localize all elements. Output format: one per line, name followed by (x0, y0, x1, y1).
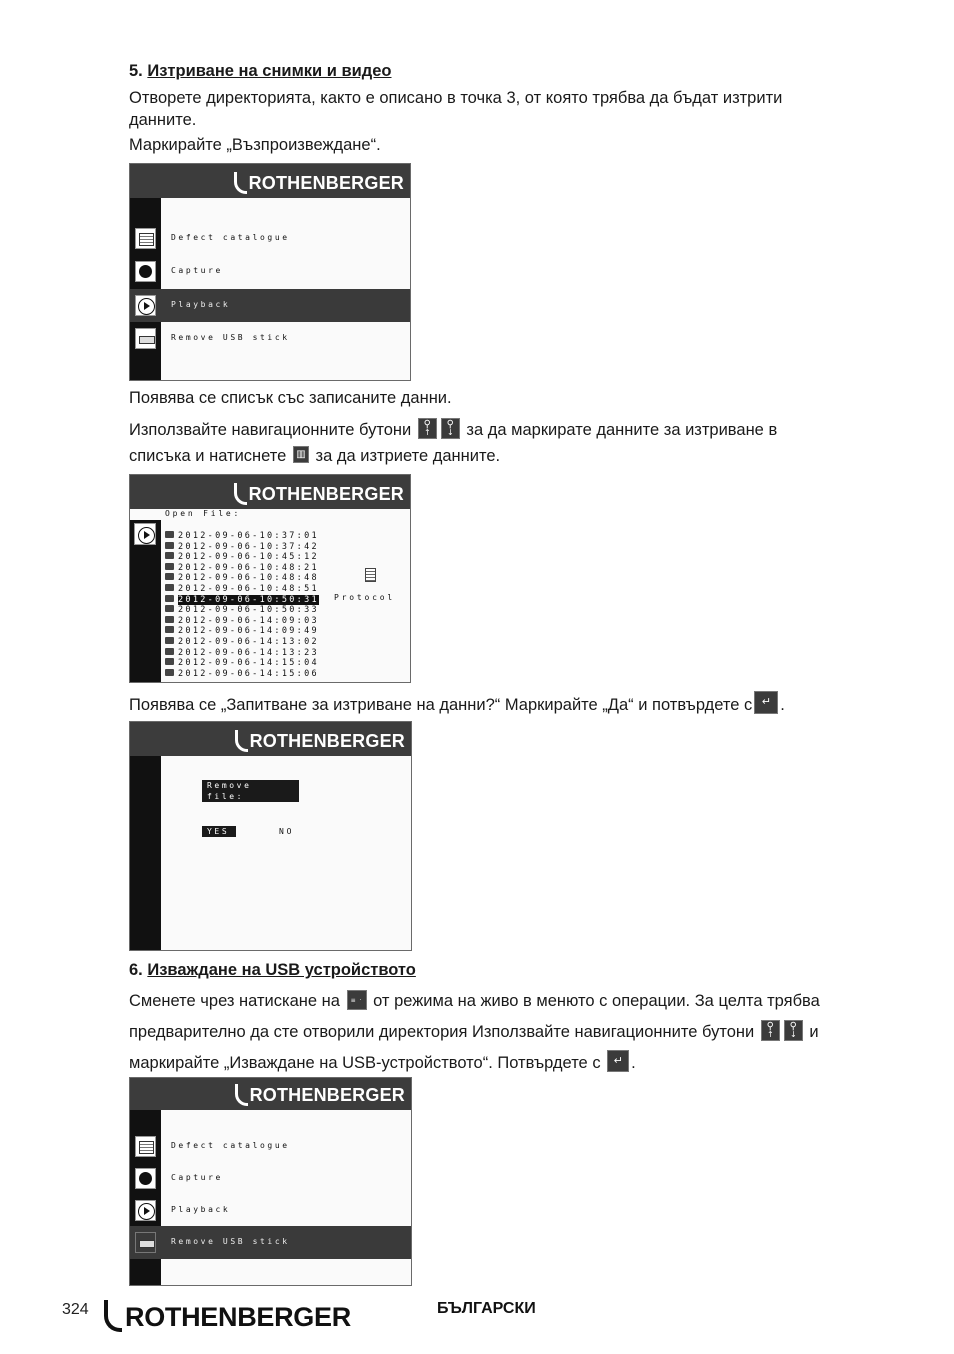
file-list-item[interactable] (165, 614, 319, 625)
menu-item-label: Capture (171, 1173, 223, 1182)
camera-icon (165, 531, 174, 538)
paragraph-mark-playback (129, 136, 381, 155)
menu-item-playback[interactable] (130, 1194, 411, 1227)
file-timestamp: 2012-09-06-10:37:42 (178, 541, 319, 552)
camera-icon (165, 648, 174, 655)
file-list-item[interactable] (165, 667, 319, 678)
screen-sidebar (130, 756, 161, 950)
file-list-item[interactable] (165, 571, 319, 582)
paragraph-text: за да изтриете данните. (315, 447, 501, 465)
camera-icon (165, 542, 174, 549)
section-5-heading (129, 62, 392, 81)
file-timestamp: 2012-09-06-14:15:06 (178, 668, 319, 679)
menu-item-label: Remove USB stick (171, 333, 290, 342)
paragraph-press-delete (129, 446, 500, 466)
file-timestamp: 2012-09-06-14:13:02 (178, 637, 319, 647)
camera-icon (165, 563, 174, 570)
camera-icon (165, 658, 174, 665)
camera-icon (165, 605, 174, 612)
paragraph-list-appears (129, 389, 452, 408)
camera-icon (165, 584, 174, 591)
menu-button-icon: ≡ · (347, 990, 367, 1010)
file-list-item[interactable] (165, 624, 319, 635)
device-screen-remove-file (129, 721, 412, 951)
camera-icon (165, 552, 174, 559)
nav-up-button-icon: ⚲ ↑ (761, 1020, 780, 1041)
paragraph-text: списъка и натиснете (129, 447, 287, 465)
file-list-item[interactable] (165, 561, 319, 572)
record-icon (135, 261, 156, 282)
file-timestamp: 2012-09-06-10:37:01 (178, 531, 319, 541)
enter-button-icon: ↵ (754, 691, 778, 714)
device-screen-file-list (129, 474, 411, 683)
footer-rothenberger-logo: ROTHENBERGER (104, 1296, 351, 1332)
rothenberger-logo: ROTHENBERGER (235, 726, 405, 752)
section-title: Изваждане на USB устройството (147, 961, 416, 979)
paragraph-line: Отворете директорията, както е описано в точка 3, от която трябва да бъдат изтрити (129, 89, 783, 107)
protocol-label[interactable]: Protocol (334, 593, 395, 602)
file-timestamp: 2012-09-06-10:48:21 (178, 562, 319, 573)
paragraph-mark-usb (129, 1050, 636, 1073)
section-number: 6. (129, 961, 143, 979)
menu-item-defect-catalogue[interactable] (130, 1130, 411, 1163)
menu-item-defect-catalogue[interactable] (130, 222, 410, 255)
file-list-item[interactable] (165, 529, 319, 540)
file-list-item[interactable] (165, 635, 319, 646)
section-number: 5. (129, 62, 143, 80)
nav-down-button-icon: ⚲ ↓ (784, 1020, 803, 1041)
paragraph-switch-mode (129, 990, 820, 1011)
playback-mode-indicator (134, 523, 156, 545)
file-timestamp: 2012-09-06-14:13:23 (178, 647, 319, 658)
camera-icon (165, 669, 174, 676)
camera-icon (165, 637, 174, 644)
device-screen-menu-usb (129, 1077, 412, 1286)
trash-button-icon: ▥ (293, 446, 309, 463)
rothenberger-logo: ROTHENBERGER (234, 479, 404, 505)
menu-item-label: Capture (171, 266, 223, 275)
section-title: Изтриване на снимки и видео (147, 62, 392, 80)
paragraph-text: за да маркирате данните за изтриване в (466, 421, 778, 439)
menu-item-label: Defect catalogue (171, 1141, 290, 1150)
file-timestamp: 2012-09-06-10:48:51 (178, 584, 319, 594)
paragraph-line: данните. (129, 111, 197, 129)
book-icon (135, 228, 156, 249)
file-timestamp: 2012-09-06-10:50:31 (178, 594, 319, 605)
document-icon (365, 568, 376, 582)
menu-item-remove-usb[interactable] (130, 1226, 411, 1259)
file-timestamp: 2012-09-06-14:09:03 (178, 615, 319, 626)
paragraph-text: и (809, 1023, 819, 1041)
file-list-item[interactable] (165, 550, 319, 561)
paragraph-delete-query (129, 691, 785, 715)
paragraph-nav-buttons-usb (129, 1020, 819, 1042)
file-list-item[interactable] (165, 646, 319, 657)
camera-icon (165, 595, 174, 602)
file-list-item[interactable] (165, 603, 319, 614)
paragraph-text: Използвайте навигационните бутони (129, 421, 412, 439)
menu-item-label: Playback (171, 1205, 231, 1214)
paragraph-line: Маркирайте „Възпроизвеждане“. (129, 136, 381, 154)
paragraph-text: Сменете чрез натискане на (129, 992, 340, 1010)
play-icon (136, 525, 155, 544)
menu-item-label: Defect catalogue (171, 233, 290, 242)
camera-icon (165, 616, 174, 623)
paragraph-text: предварително да сте отворили директория Използвайте навигационните бутони (129, 1023, 755, 1041)
enter-button-icon: ↵ (607, 1050, 629, 1072)
file-list-item[interactable] (165, 593, 319, 604)
open-file-header: Open File: (165, 509, 242, 518)
device-screen-menu-playback (129, 163, 411, 381)
section-6-heading (129, 961, 416, 980)
menu-item-remove-usb[interactable] (130, 322, 410, 355)
paragraph-open-directory (129, 89, 782, 108)
camera-icon (165, 626, 174, 633)
file-list-item[interactable] (165, 540, 319, 551)
screen-header (130, 164, 410, 198)
footer-language: БЪЛГАРСКИ (437, 1300, 536, 1317)
file-timestamp: 2012-09-06-14:09:49 (178, 626, 319, 637)
nav-down-button-icon: ⚲ ↓ (441, 418, 460, 439)
file-list-item[interactable] (165, 656, 319, 667)
usb-icon (135, 328, 156, 349)
paragraph-text: маркирайте „Изваждане на USB-устройството“. Потвърдете с (129, 1054, 601, 1072)
screen-header (130, 722, 411, 756)
file-timestamp: 2012-09-06-10:50:33 (178, 605, 319, 616)
page-number: 324 (62, 1301, 89, 1318)
usb-icon (135, 1232, 156, 1253)
rothenberger-logo: ROTHENBERGER (234, 168, 404, 194)
paragraph-line: Появява се списък със записаните данни. (129, 389, 452, 407)
menu-item-capture[interactable] (130, 255, 410, 288)
play-icon (135, 295, 156, 316)
record-icon (135, 1168, 156, 1189)
rothenberger-logo: ROTHENBERGER (235, 1080, 405, 1106)
period: . (780, 696, 785, 714)
paragraph-text: от режима на живо в менюто с операции. За целта трябва (373, 992, 820, 1010)
menu-item-label: Playback (171, 300, 231, 309)
file-timestamp: 2012-09-06-10:45:12 (178, 552, 319, 563)
menu-item-playback[interactable] (130, 289, 410, 322)
file-timestamp: 2012-09-06-10:48:48 (178, 573, 319, 584)
screen-header (130, 475, 410, 509)
nav-up-button-icon: ⚲ ↑ (418, 418, 437, 439)
paragraph-open-directory-cont (129, 111, 196, 130)
yes-option[interactable]: YES (202, 826, 236, 837)
book-icon (135, 1136, 156, 1157)
menu-item-label: Remove USB stick (171, 1237, 290, 1246)
paragraph-text: Появява се „Запитване за изтриване на данни?“ Маркирайте „Да“ и потвърдете с (129, 696, 753, 714)
period: . (631, 1054, 636, 1072)
file-timestamp: 2012-09-06-14:15:04 (178, 658, 319, 669)
camera-icon (165, 573, 174, 580)
play-icon (135, 1200, 156, 1221)
file-list-item[interactable] (165, 582, 319, 593)
screen-header (130, 1078, 411, 1110)
menu-item-capture[interactable] (130, 1162, 411, 1195)
no-option[interactable]: NO (279, 827, 295, 836)
remove-file-title: Remove file: (202, 780, 299, 802)
paragraph-nav-buttons (129, 418, 777, 440)
